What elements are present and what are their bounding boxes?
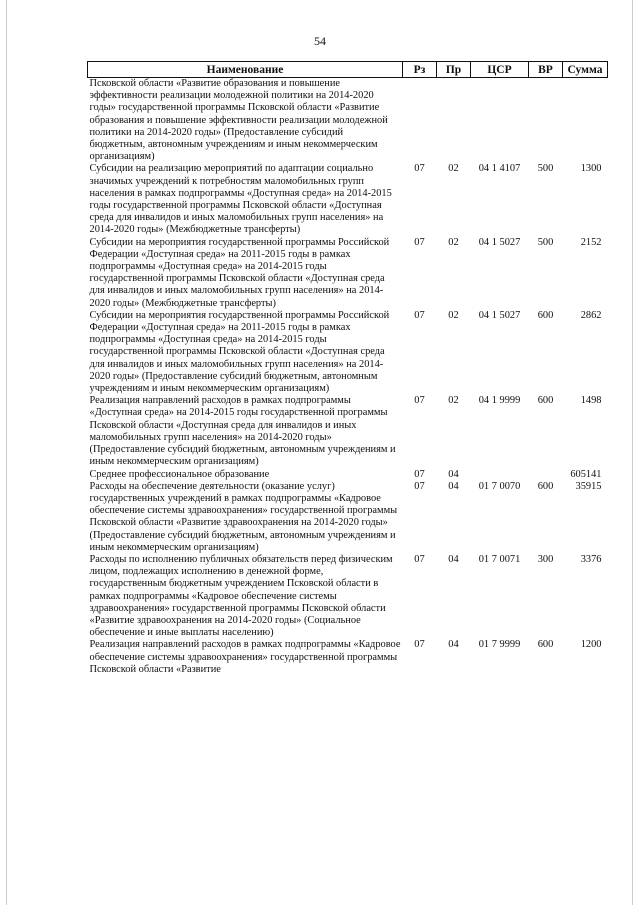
cell-sum: 2152	[580, 236, 602, 248]
header-sum: Сумма	[563, 62, 608, 78]
header-rz: Рз	[403, 62, 437, 78]
cell-sum: 2862	[580, 309, 602, 321]
cell-pr: 02	[448, 395, 459, 407]
budget-table	[87, 61, 608, 676]
cell-pr: 02	[448, 236, 459, 248]
cell-csr: 04 1 5027	[478, 309, 521, 321]
cell-rz	[403, 78, 437, 164]
cell-name: Реализация направлений расходов в рамках подпрограммы «Кадровое обеспечение системы здравоохранения» государственной программы Псковской области «Развитие	[89, 639, 401, 675]
table-row	[88, 639, 608, 676]
cell-csr: 01 7 0070	[478, 480, 521, 492]
cell-vr: 600	[537, 309, 554, 321]
cell-csr: 01 7 0071	[478, 553, 521, 565]
cell-rz: 07	[414, 236, 425, 248]
table-row	[88, 554, 608, 639]
header-pr: Пр	[437, 62, 471, 78]
cell-vr: 600	[537, 639, 554, 651]
cell-sum: 1498	[580, 395, 602, 407]
cell-vr: 300	[537, 553, 554, 565]
cell-csr	[471, 78, 529, 164]
cell-sum: 1300	[580, 163, 602, 175]
cell-vr	[529, 78, 563, 164]
cell-rz: 07	[414, 309, 425, 321]
cell-pr: 02	[448, 163, 459, 175]
cell-name: Реализация направлений расходов в рамках подпрограммы «Доступная среда» на 2014-2015 годы государственной программы Псковской области «Доступная среда для инвалидов и иных маломобильных групп населения» на 2014-2020 годы» (Предоставление субсидий бюджетным, автономным учреждениям и иным некоммерческим организациям)	[89, 395, 396, 468]
cell-name: Субсидии на мероприятия государственной программы Российской Федерации «Доступная среда» на 2011-2015 годы в рамках подпрограммы «Доступная среда» на 2014-2015 годы государственной программы Псковской области «Доступная среда для инвалидов и иных маломобильных групп населения» на 2014-2020 годы» (Предоставление субсидий бюджетным, автономным учреждениям и иным некоммерческим организациям)	[89, 309, 390, 395]
cell-name: Среднее профессиональное образование	[89, 468, 270, 480]
cell-name: Субсидии на реализацию мероприятий по адаптации социально значимых учреждений к потребностям маломобильных групп населения в рамках подпрограммы «Доступная среда» на 2014-2015 годы государственной программы Псковской области «Доступная среда для инвалидов и иных маломобильных групп населения» на 2014-2020 годы» (Межбюджетные трансферты)	[89, 163, 392, 236]
cell-vr: 500	[537, 236, 554, 248]
cell-csr: 04 1 4107	[478, 163, 521, 175]
header-csr: ЦСР	[471, 62, 529, 78]
cell-pr: 04	[448, 639, 459, 651]
cell-name: Расходы на обеспечение деятельности (оказание услуг) государственных учреждений в рамках подпрограммы «Кадровое обеспечение системы здравоохранения» государственной программы Псковской области «Развитие здравоохранения на 2014-2020 годы» (Предоставление субсидий бюджетным, автономным учреждениям и иным некоммерческим организациям)	[89, 480, 398, 553]
header-name: Наименование	[88, 62, 403, 78]
cell-csr: 01 7 9999	[478, 639, 521, 651]
table-row	[88, 395, 608, 468]
table-row	[88, 481, 608, 554]
cell-vr: 600	[537, 480, 554, 492]
cell-name: Субсидии на мероприятия государственной программы Российской Федерации «Доступная среда» на 2011-2015 годы в рамках подпрограммы «Доступная среда» на 2014-2015 годы государственной программы Псковской области «Доступная среда для инвалидов и иных маломобильных групп населения» на 2014-2020 годы» (Межбюджетные трансферты)	[89, 236, 390, 309]
cell-pr: 04	[448, 553, 459, 565]
cell-sum	[563, 78, 608, 164]
cell-sum: 35915	[575, 480, 602, 492]
cell-rz: 07	[414, 468, 425, 480]
cell-rz: 07	[414, 553, 425, 565]
cell-csr: 04 1 5027	[478, 236, 521, 248]
cell-sum: 1200	[580, 639, 602, 651]
cell-rz: 07	[414, 480, 425, 492]
cell-vr: 500	[537, 163, 554, 175]
cell-rz: 07	[414, 395, 425, 407]
table-row	[88, 163, 608, 236]
cell-csr	[471, 469, 529, 481]
cell-pr: 04	[448, 480, 459, 492]
table-body	[88, 78, 608, 676]
cell-sum: 3376	[580, 553, 602, 565]
cell-name: Псковской области «Развитие образования и повышение эффективности реализации молодежной политики на 2014-2020 годы» государственной программы Псковской области «Развитие образования и повышение эффективности реализации молодежной политики на 2014-2020 годы» (Предоставление субсидий бюджетным, автономным учреждениям и иным некоммерческим организациям)	[89, 78, 388, 163]
table-row	[88, 237, 608, 310]
cell-csr: 04 1 9999	[478, 395, 521, 407]
cell-vr	[529, 469, 563, 481]
table-row	[88, 310, 608, 395]
page-number: 54	[314, 34, 326, 48]
cell-name: Расходы по исполнению публичных обязательств перед физическим лицом, подлежащих исполнению в денежной форме, государственным бюджетным учреждением Псковской области в рамках подпрограммы «Кадровое обеспечение системы здравоохранения» государственной программы Псковской области «Развитие здравоохранения на 2014-2020 годы» (Социальное обеспечение и иные выплаты населению)	[89, 553, 393, 639]
cell-rz: 07	[414, 639, 425, 651]
cell-pr	[437, 78, 471, 164]
table-row	[88, 469, 608, 481]
cell-pr: 02	[448, 309, 459, 321]
cell-sum: 605141	[570, 468, 602, 480]
table-header-row	[88, 62, 608, 78]
table-row	[88, 78, 608, 164]
scan-margin-line-right	[632, 0, 633, 905]
scan-margin-line-left	[6, 0, 7, 905]
cell-vr: 600	[537, 395, 554, 407]
header-vr: ВР	[529, 62, 563, 78]
cell-pr: 04	[448, 468, 459, 480]
cell-rz: 07	[414, 163, 425, 175]
